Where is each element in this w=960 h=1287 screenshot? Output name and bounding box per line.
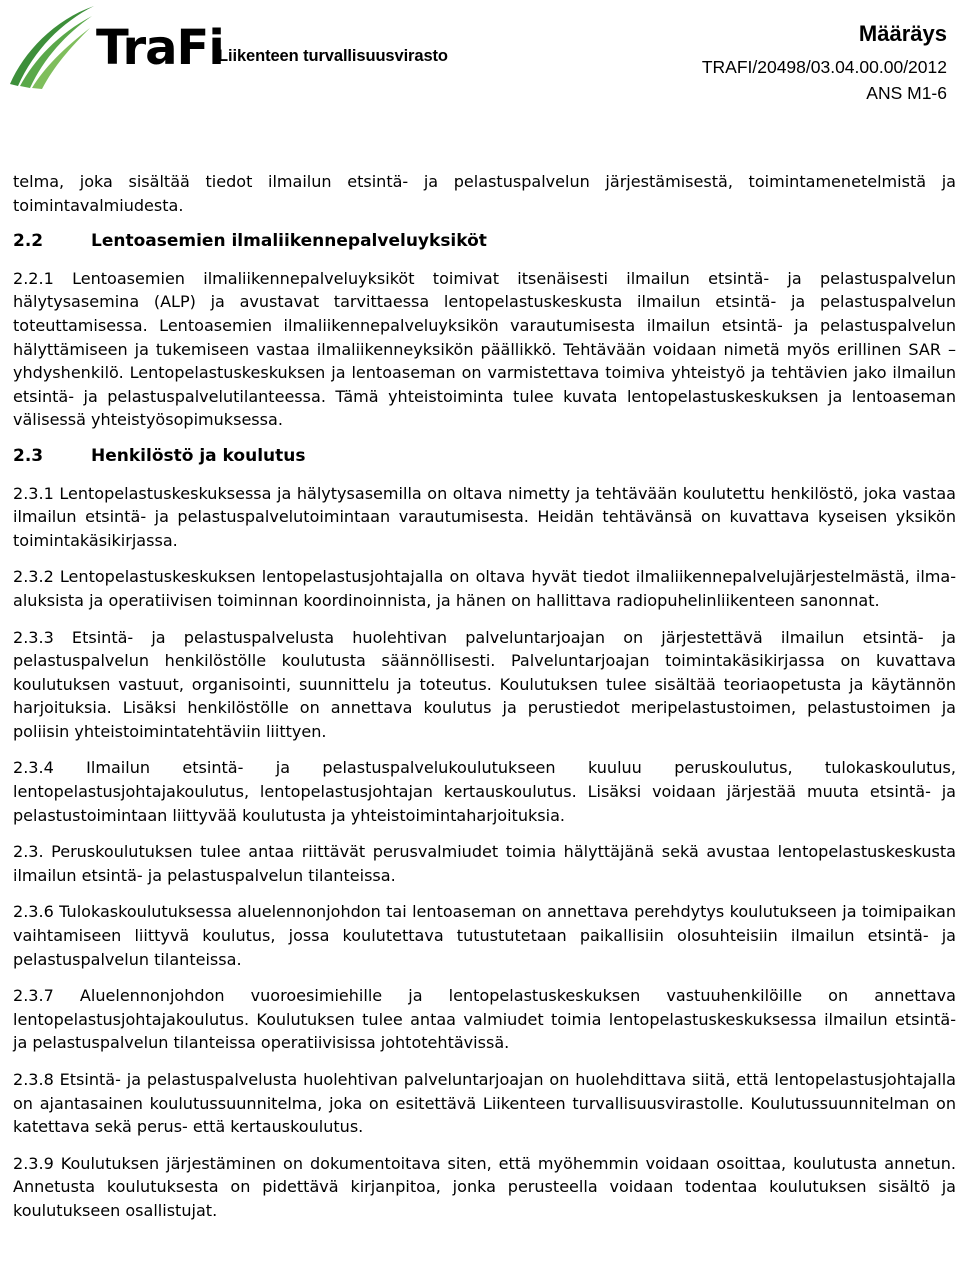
paragraph-2-3-8: 2.3.8 Etsintä- ja pelastuspalvelusta huolehtivan palveluntarjoajan on huolehdittava siitä, että lentopelastusjohtajalla on ajantasainen koulutussuunnitelma, joka on esitettävä Liikenteen turvallisuusvirastolle. Koulutussuunnitelman on katettava sekä perus- että kertauskoulutus. (13, 1070, 956, 1137)
paragraph-2-3-5: 2.3. Peruskoulutuksen tulee antaa riittävät perusvalmiudet toimia hälyttäjänä sekä avustaa lentopelastuskeskusta ilmailun etsintä- ja pelastuspalvelun tilanteissa. (13, 842, 956, 885)
section-heading-2-3 (13, 445, 956, 469)
trafi-logo-swoosh-icon (6, 2, 98, 90)
intro-paragraph: telma, joka sisältää tiedot ilmailun etsintä- ja pelastuspalvelun järjestämisestä, toimintamenetelmistä ja toimintavalmiudesta. (13, 172, 956, 215)
paragraph-2-3-9: 2.3.9 Koulutuksen järjestäminen on dokumentoitava siten, että myöhemmin voidaan osoittaa, koulutusta annetun. Annetusta koulutuksesta on pidettävä kirjanpitoa, jonka perusteella voidaan todentaa koulutuksen sisältö ja koulutukseen osallistujat. (13, 1153, 956, 1220)
paragraph-2-2-1: 2.2.1 Lentoasemien ilmaliikennepalveluyksiköt toimivat itsenäisesti ilmailun etsintä- ja pelastuspalvelun hälytysasemina (ALP) ja avustavat tarvittaessa lentopelastuskeskusta ilmailun etsintä- ja pelastuspalvelun toteuttamisessa. Lentoasemien ilmaliikennepalveluyksikön varautumisesta ilmailun etsintä- ja pelastuspalvelun hälyttämiseen ja tukemiseen vastaa ilmaliikenneyksikön päällikkö. Tehtävään voidaan nimetä myös erillinen SAR –yhdyshenkilö. Lentopelastuskeskuksen ja lentoaseman on varmistettava toimiva yhteistyö ja tehtävien jako ilmailun etsintä- ja pelastuspalvelutilanteessa. Tämä yhteistoiminta tulee kuvata lentopelastuskeskuksen ja lentoaseman välisessä yhteistyösopimuksessa. (13, 268, 956, 430)
paragraph-2-3-3: 2.3.3 Etsintä- ja pelastuspalvelusta huolehtivan palveluntarjoajan on järjestettävä ilmailun etsintä- ja pelastuspalvelun henkilöstölle koulutusta säännöllisesti. Palveluntarjoajan toimintakäsikirjassa on kuvattava koulutuksen vastuut, organisointi, suunnittelu ja toteutus. Koulutuksen tulee sisältää teoriaopetusta ja käytännön harjoituksia. Lisäksi henkilöstölle on annettava koulutus ja perustiedot meripelastustoimen, pelastustoimen ja poliisin yhteistoimintatehtäviin liittyen. (13, 627, 956, 741)
document-body (13, 170, 956, 1223)
paragraph-2-3-4: 2.3.4 Ilmailun etsintä- ja pelastuspalvelukoulutukseen kuuluu peruskoulutus, tulokaskoulutus, lentopelastusjohtajakoulutus, lentopelastusjohtajan kertauskoulutus. Lisäksi voidaan järjestää muuta etsintä- ja pelastustoimintaan liittyvää koulutusta ja yhteistoimintaharjoituksia. (13, 758, 956, 825)
section-number: 2.2 (13, 231, 44, 252)
section-heading-2-2 (13, 230, 956, 254)
document-type: Määräys (858, 21, 947, 46)
paragraph-2-3-7: 2.3.7 Aluelennonjohdon vuoroesimiehille ja lentopelastuskeskuksen vastuuhenkilöille on annettava lentopelastusjohtajakoulutus. Koulutuksen tulee antaa valmiudet toimia lentopelastuskeskuksessa ilmailun etsintä- ja pelastuspalvelun tilanteissa operatiivisissa johtotehtävissä. (13, 986, 956, 1053)
logo-wordmark: TraFi (96, 20, 224, 76)
paragraph-2-3-6: 2.3.6 Tulokaskoulutuksessa aluelennonjohdon tai lentoaseman on annettava perehdytys koulutukseen ja toimipaikan vaihtamiseen liittyvä koulutus, jossa koulutettava tutustutetaan paikallisiin olosuhteisiin ilmailun etsintä- ja pelastuspalvelun tilanteissa. (13, 902, 956, 969)
section-number: 2.3 (13, 445, 44, 466)
paragraph-2-3-1: 2.3.1 Lentopelastuskeskuksessa ja hälytysasemilla on oltava nimetty ja tehtävään koulutettu henkilöstö, joka vastaa ilmailun etsintä- ja pelastuspalvelutoimintaan varautumisesta. Heidän tehtävänsä on kuvattava kyseisen yksikön toimintakäsikirjassa. (13, 483, 956, 550)
paragraph-2-3-2: 2.3.2 Lentopelastuskeskuksen lentopelastusjohtajalla on oltava hyvät tiedot ilmaliikennepalvelujärjestelmästä, ilma-aluksista ja operatiivisen toiminnan koordinoinnista, ja hänen on hallittava radiopuhelinliikenteen sanonnat. (13, 567, 956, 610)
section-title: Henkilöstö ja koulutus (91, 445, 306, 466)
document-header (702, 20, 947, 106)
logo-agency-name: Liikenteen turvallisuusvirasto (218, 47, 448, 65)
section-title: Lentoasemien ilmaliikennepalveluyksiköt (91, 231, 487, 252)
document-reference: TRAFI/20498/03.04.00.00/2012 (701, 57, 947, 77)
document-code: ANS M1-6 (866, 83, 947, 103)
